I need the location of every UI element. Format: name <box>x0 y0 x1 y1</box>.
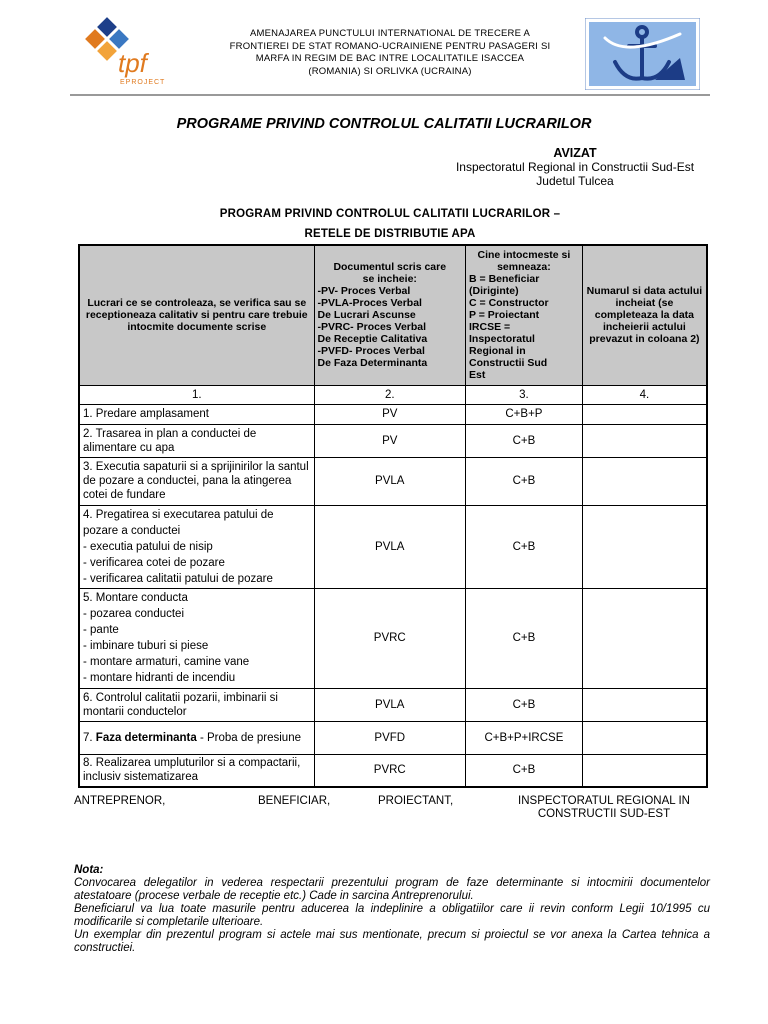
avizat-line1: Inspectoratul Regional in Constructii Sud-Est <box>455 160 695 174</box>
page-header <box>70 8 710 93</box>
header-act-number: Numarul si data actului incheiat (se completeaza la data incheierii actului prevazut in coloana 2) <box>582 245 707 385</box>
project-title <box>210 28 570 78</box>
header-document-line: De Faza Determinanta <box>317 357 428 370</box>
logo-subtext: EPROJECT <box>120 79 166 86</box>
signature-inspectorat-line1: INSPECTORATUL REGIONAL IN <box>518 795 690 807</box>
note-paragraph: Beneficiarul va lua toate masurile pentru aducerea la indeplinire a obligatiilor care ii revin conform Legii 10/1995 cu modificarile si completarile ulterioare. <box>74 903 710 928</box>
work-item <box>79 588 314 688</box>
header-document-line: se incheie: <box>362 273 417 286</box>
header-works: Lucrari ce se controleaza, se verifica sau se receptioneaza calitativ si pentru care trebuie intocmite documente scrise <box>79 245 314 385</box>
column-number-row <box>79 385 707 404</box>
work-item-sub: - verificarea calitatii patului de pozare <box>83 572 273 585</box>
signatories-cell: C+B+P <box>466 404 583 424</box>
document-cell: PVRC <box>314 588 466 688</box>
header-signatories-line: Constructii Sud <box>469 357 548 370</box>
header-signatories-line: semneaza: <box>497 261 551 274</box>
header-signatories-line: Regional in <box>469 345 526 358</box>
document-cell: PVLA <box>314 457 466 505</box>
signatories-cell: C+B <box>466 424 583 457</box>
signatories-cell: C+B+P+IRCSE <box>466 721 583 754</box>
anchor-logo <box>585 18 700 90</box>
header-signatories <box>466 245 583 385</box>
work-item <box>79 505 314 588</box>
header-document-line: De Receptie Calitativa <box>317 333 428 346</box>
column-number: 3. <box>466 385 583 404</box>
signatories-cell: C+B <box>466 457 583 505</box>
header-signatories-line: (Diriginte) <box>469 285 519 298</box>
work-item-sub: - executia patului de nisip <box>83 540 213 553</box>
work-item-suffix: - Proba de presiune <box>196 731 301 744</box>
table-row <box>79 404 707 424</box>
note-paragraph: Convocarea delegatilor in vederea respectarii prezentului program de faze determinante si intocmirii documentelor atestatoare (procese verbale de receptie etc.) Cade in sarcina Antreprenorului. <box>74 877 710 902</box>
act-number-cell[interactable] <box>582 754 707 787</box>
signature-inspectorat-line2: CONSTRUCTII SUD-EST <box>537 808 671 820</box>
work-item-sub: - verificarea cotei de pozare <box>83 556 225 569</box>
signature-inspectorat <box>504 795 704 821</box>
work-item-prefix: 7. <box>83 731 96 744</box>
avizat-line2: Judetul Tulcea <box>536 174 614 188</box>
logo-text: tpf <box>118 48 147 78</box>
header-signatories-line: C = Constructor <box>469 297 549 310</box>
header-divider <box>70 94 710 96</box>
note-paragraph: Un exemplar din prezentul program si actele mai sus mentionate, precum si proiectul se vor anexa la Cartea tehnica a constructiei. <box>74 929 710 954</box>
header-signatories-line: Cine intocmeste si <box>477 249 571 262</box>
program-title <box>0 204 768 244</box>
work-item-title: 4. Pregatirea si executarea patului de pozare a conductei <box>83 508 274 537</box>
signatories-cell: C+B <box>466 688 583 721</box>
header-document-line: -PV- Proces Verbal <box>317 285 411 298</box>
header-signatories-line: B = Beneficiar <box>469 273 540 286</box>
work-item: 1. Predare amplasament <box>79 404 314 424</box>
work-item-title: 5. Montare conducta <box>83 592 188 604</box>
project-title-line: FRONTIEREI DE STAT ROMANO-UCRAINIENE PENTRU PASAGERI SI <box>229 40 551 52</box>
avizat-label: AVIZAT <box>553 146 597 160</box>
header-document <box>314 245 466 385</box>
control-program-table <box>78 244 708 788</box>
table-header-row <box>79 245 707 385</box>
avizat-block <box>440 146 710 188</box>
program-title-line2: RETELE DE DISTRIBUTIE APA <box>304 228 476 240</box>
signature-beneficiar: BENEFICIAR, <box>258 795 331 807</box>
work-item-sub: - pozarea conductei <box>83 608 185 620</box>
header-document-line: De Lucrari Ascunse <box>317 309 416 322</box>
project-title-line: AMENAJAREA PUNCTULUI INTERNATIONAL DE TRECERE A <box>249 28 531 39</box>
signature-proiectant: PROIECTANT, <box>378 795 454 807</box>
column-number: 2. <box>314 385 466 404</box>
column-number: 4. <box>582 385 707 404</box>
signatories-cell: C+B <box>466 588 583 688</box>
table-row <box>79 721 707 754</box>
table-row <box>79 424 707 457</box>
document-cell: PVLA <box>314 505 466 588</box>
work-item: 8. Realizarea umpluturilor si a compactarii, inclusiv sistematizarea <box>79 754 314 787</box>
header-document-line: Documentul scris care <box>333 261 447 274</box>
act-number-cell[interactable] <box>582 457 707 505</box>
table-row <box>79 457 707 505</box>
signatories-cell: C+B <box>466 754 583 787</box>
act-number-cell[interactable] <box>582 688 707 721</box>
work-item-emphasis: Faza determinanta <box>95 731 197 744</box>
work-item: 6. Controlul calitatii pozarii, imbinarii si montarii conductelor <box>79 688 314 721</box>
project-title-line: (ROMANIA) SI ORLIVKA (UCRAINA) <box>308 65 472 77</box>
act-number-cell[interactable] <box>582 505 707 588</box>
signature-antreprenor: ANTREPRENOR, <box>74 795 166 807</box>
act-number-cell[interactable] <box>582 588 707 688</box>
signatories-cell: C+B <box>466 505 583 588</box>
work-item-sub: - montare armaturi, camine vane <box>83 656 250 668</box>
act-number-cell[interactable] <box>582 404 707 424</box>
header-signatories-line: IRCSE = <box>469 321 511 334</box>
note-title: Nota: <box>74 864 104 876</box>
table-row <box>79 588 707 688</box>
header-signatories-line: P = Proiectant <box>469 309 540 322</box>
table-row <box>79 505 707 588</box>
work-item: 3. Executia sapaturii si a sprijinirilor la santul de pozare a conductei, pana la atingerea cotei de fundare <box>79 457 314 505</box>
tpf-logo <box>80 16 190 86</box>
document-cell: PV <box>314 404 466 424</box>
table-row <box>79 754 707 787</box>
document-cell: PVLA <box>314 688 466 721</box>
header-document-line: -PVFD- Proces Verbal <box>317 345 425 358</box>
page-title: PROGRAME PRIVIND CONTROLUL CALITATII LUCRARILOR <box>176 116 592 132</box>
header-signatories-line: Est <box>469 369 486 382</box>
act-number-cell[interactable] <box>582 721 707 754</box>
work-item: 2. Trasarea in plan a conductei de alimentare cu apa <box>79 424 314 457</box>
document-cell: PV <box>314 424 466 457</box>
document-cell: PVFD <box>314 721 466 754</box>
column-number: 1. <box>79 385 314 404</box>
project-title-line: MARFA IN REGIM DE BAC INTRE LOCALITATILE ISACCEA <box>255 53 525 64</box>
header-document-line: -PVRC- Proces Verbal <box>317 321 427 334</box>
header-signatories-line: Inspectoratul <box>469 333 535 346</box>
program-title-line1: PROGRAM PRIVIND CONTROLUL CALITATII LUCRARILOR – <box>219 208 561 220</box>
work-item-sub: - imbinare tuburi si piese <box>83 640 209 652</box>
header-document-line: -PVLA-Proces Verbal <box>317 297 422 310</box>
work-item-sub: - montare hidranti de incendiu <box>83 672 236 684</box>
work-item-sub: - pante <box>83 624 119 636</box>
signature-block <box>74 795 714 825</box>
work-item <box>79 721 314 754</box>
act-number-cell[interactable] <box>582 424 707 457</box>
table-row <box>79 688 707 721</box>
document-cell: PVRC <box>314 754 466 787</box>
note-section <box>74 864 710 955</box>
